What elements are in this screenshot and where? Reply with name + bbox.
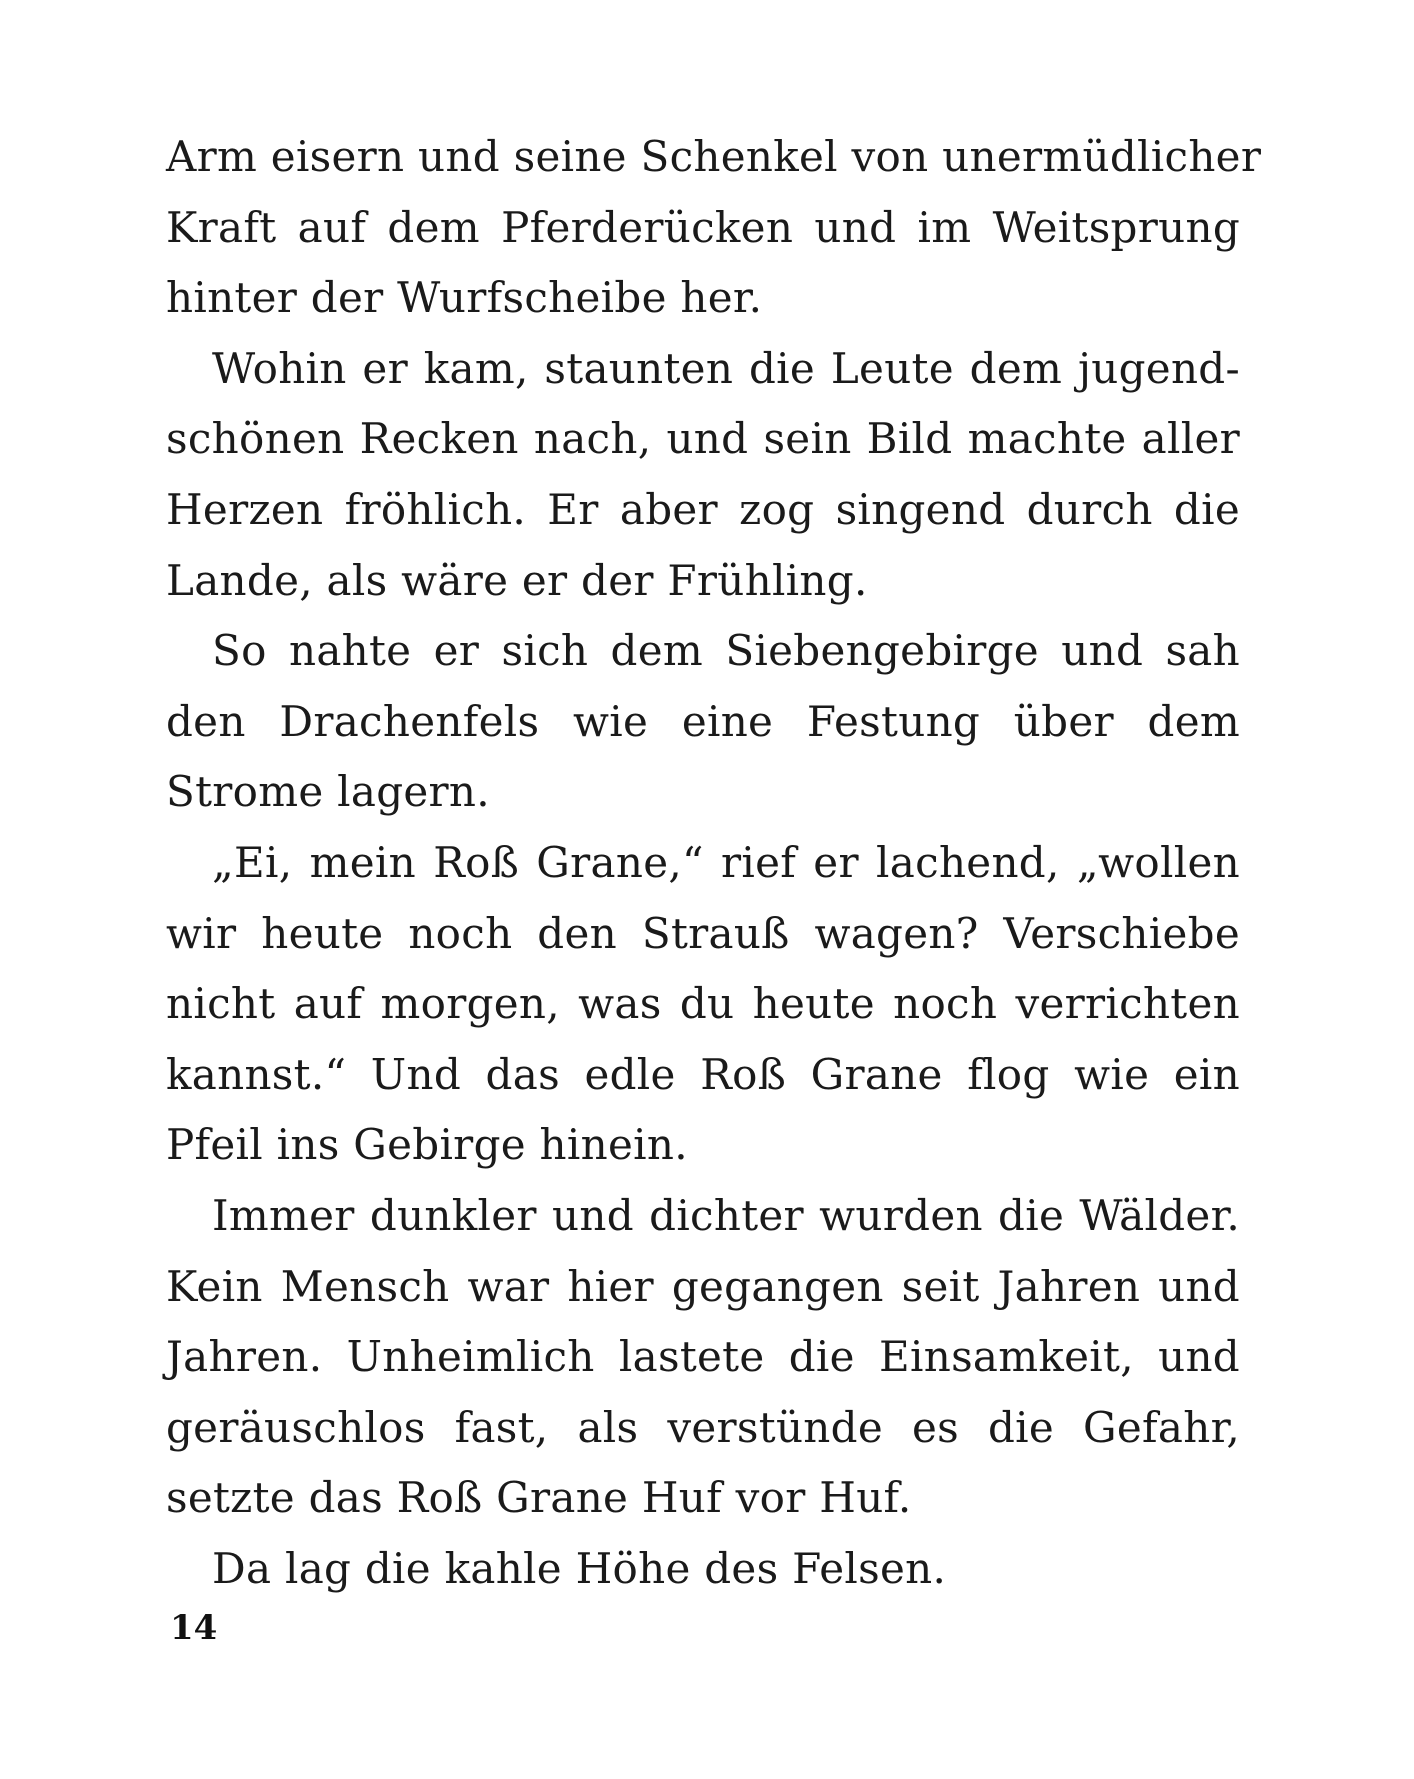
text-line: Herzen fröhlich. Er aber zog singend durch die <box>166 484 1240 534</box>
text-line: nicht auf morgen, was du heute noch verrichten <box>166 979 1240 1029</box>
text-line: Arm eisern und seine Schenkel von unermüdlicher <box>166 132 1262 181</box>
text-line: geräuschlos fast, als verstünde es die Gefahr, <box>166 1402 1240 1452</box>
text-line: setzte das Roß Grane Huf vor Huf. <box>166 1473 912 1523</box>
text-line: Lande, als wäre er der Frühling. <box>166 555 868 605</box>
text-line: den Drachenfels wie eine Festung über dem <box>166 696 1240 746</box>
text-line: Immer dunkler und dichter wurden die Wälder. <box>212 1190 1240 1240</box>
text-line: Jahren. Unheimlich lastete die Einsamkeit, und <box>166 1332 1240 1382</box>
text-line: Kein Mensch war hier gegangen seit Jahren und <box>166 1261 1240 1311</box>
text-line: Strome lagern. <box>166 767 490 817</box>
text-line: kannst.“ Und das edle Roß Grane flog wie ein <box>166 1049 1240 1099</box>
body-text <box>166 122 1262 1604</box>
text-line: hinter der Wurfscheibe her. <box>166 273 763 323</box>
text-line: So nahte er sich dem Siebengebirge und sah <box>212 626 1240 676</box>
text-line: Kraft auf dem Pferderücken und im Weitsprung <box>166 202 1240 252</box>
text-line: Wohin er kam, staunten die Leute dem jugend- <box>212 343 1240 393</box>
text-line: Da lag die kahle Höhe des Felsen. <box>212 1543 947 1593</box>
text-line: wir heute noch den Strauß wagen? Verschiebe <box>166 908 1240 958</box>
text-line: „Ei, mein Roß Grane,“ rief er lachend, „wollen <box>212 837 1240 887</box>
text-line: Pfeil ins Gebirge hinein. <box>166 1120 688 1170</box>
page-number: 14 <box>170 1608 218 1648</box>
text-line: schönen Recken nach, und sein Bild machte aller <box>166 414 1240 464</box>
